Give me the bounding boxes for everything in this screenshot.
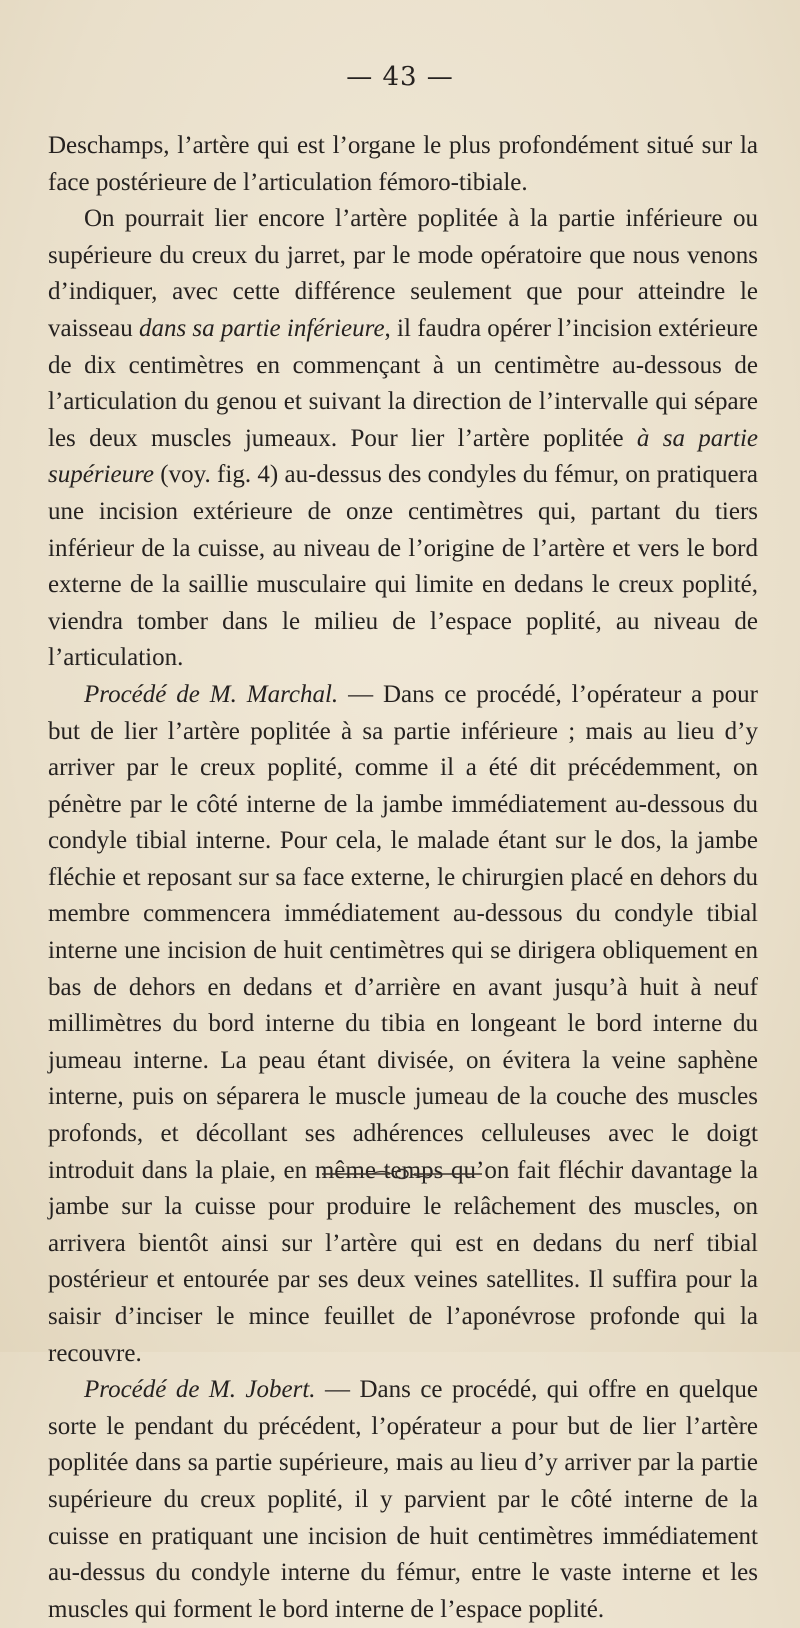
paragraph-text: — Dans ce procédé, qui offre en quelque sorte le pendant du précédent, l’opérateur a pour but de lier l’artère poplitée dans sa partie supérieure, mais au lieu d’y arriver par la partie supérieure du creux poplité, il y parvient par le côté interne de la cuisse en pratiquant une incision de huit centimètres immédiatement au-dessus du condyle interne du fémur, entre le vaste interne et les muscles qui forment le bord interne de l’espace poplité. xyxy=(48,1376,758,1623)
emphasis-superior-part: à sa partie supérieure xyxy=(48,424,758,489)
body-text xyxy=(48,128,758,1628)
paragraph-text: (voy. fig. 4) au-dessus des condyles du fémur, on pratiquera une incision extérieure de onze centimètres qui, partant du tiers inférieur de la cuisse, au niveau de l’origine de l’artère et vers le bord externe de la saillie musculaire qui limite en dedans le creux poplité, viendra tomber dans le milieu de l’espace poplité, au niveau de l’articulation. xyxy=(48,461,758,672)
page-number: — 43 — xyxy=(346,62,454,92)
paragraph-procede-jobert xyxy=(48,1372,758,1628)
ornament-center xyxy=(396,1170,408,1179)
paragraph-popliteal-ligation xyxy=(48,201,758,677)
emphasis-inferior-part: dans sa partie inférieure xyxy=(138,314,385,342)
paragraph-text: — Dans ce procédé, l’opérateur a pour but de lier l’artère poplitée à sa partie inférieure ; mais au lieu d’y arriver par le creux poplité, comme il a été dit précédemment, on pénètre par le côté interne de la jambe immédiatement au-dessous du condyle tibial interne. Pour cela, le malade étant sur le dos, la jambe fléchie et reposant sur sa face externe, le chirurgien placé en dehors du membre commencera immédiatement au-dessous du condyle tibial interne une incision de huit centimètres qui se dirigera obliquement en bas de dehors en dedans et d’arrière en avant jusqu’à huit à neuf millimètres du bord interne du tibia en longeant le bord interne du jumeau interne. La peau étant divisée, on évitera la veine saphène interne, puis on séparera le muscle jumeau de la couche des muscles profonds, et décollant ses adhérences celluleuses avec le doigt introduit dans la plaie, en même temps qu’on fait fléchir davantage la jambe sur la cuisse pour produire le relâchement des muscles, on arrivera bientôt ainsi sur l’artère qui est en dedans du nerf tibial postérieur et entourée par ses deux veines satellites. Il suffira pour la saisir d’inciser le mince feuillet de l’aponévrose profonde qui la recouvre. xyxy=(48,680,759,1367)
paragraph-continuation xyxy=(48,128,758,201)
paragraph-text: Deschamps, l’artère qui est l’organe le plus profondément situé sur la face postérieure de l’articulation fémoro-tibiale. xyxy=(48,132,758,196)
paragraph-text: On pourrait lier encore l’artère poplitée à la partie inférieure ou supérieure du creux du jarret, par le mode opératoire que nous venons d’indiquer, avec cette différence seulement que pour atteindre le vaisseau xyxy=(48,205,758,342)
section-heading-jobert: Procédé de M. Jobert. xyxy=(84,1376,316,1404)
paragraph-procede-marchal xyxy=(48,677,758,1372)
paragraph-text: , il faudra opérer l’incision extérieure de dix centimètres en commençant à un centimètre au-dessous de l’articulation du genou et suivant la direction de l’intervalle qui sépare les deux muscles jumeaux. Pour lier l’artère poplitée xyxy=(48,314,758,452)
section-heading-marchal: Procédé de M. Marchal. xyxy=(84,680,339,708)
ornamental-rule-icon xyxy=(322,1167,482,1181)
